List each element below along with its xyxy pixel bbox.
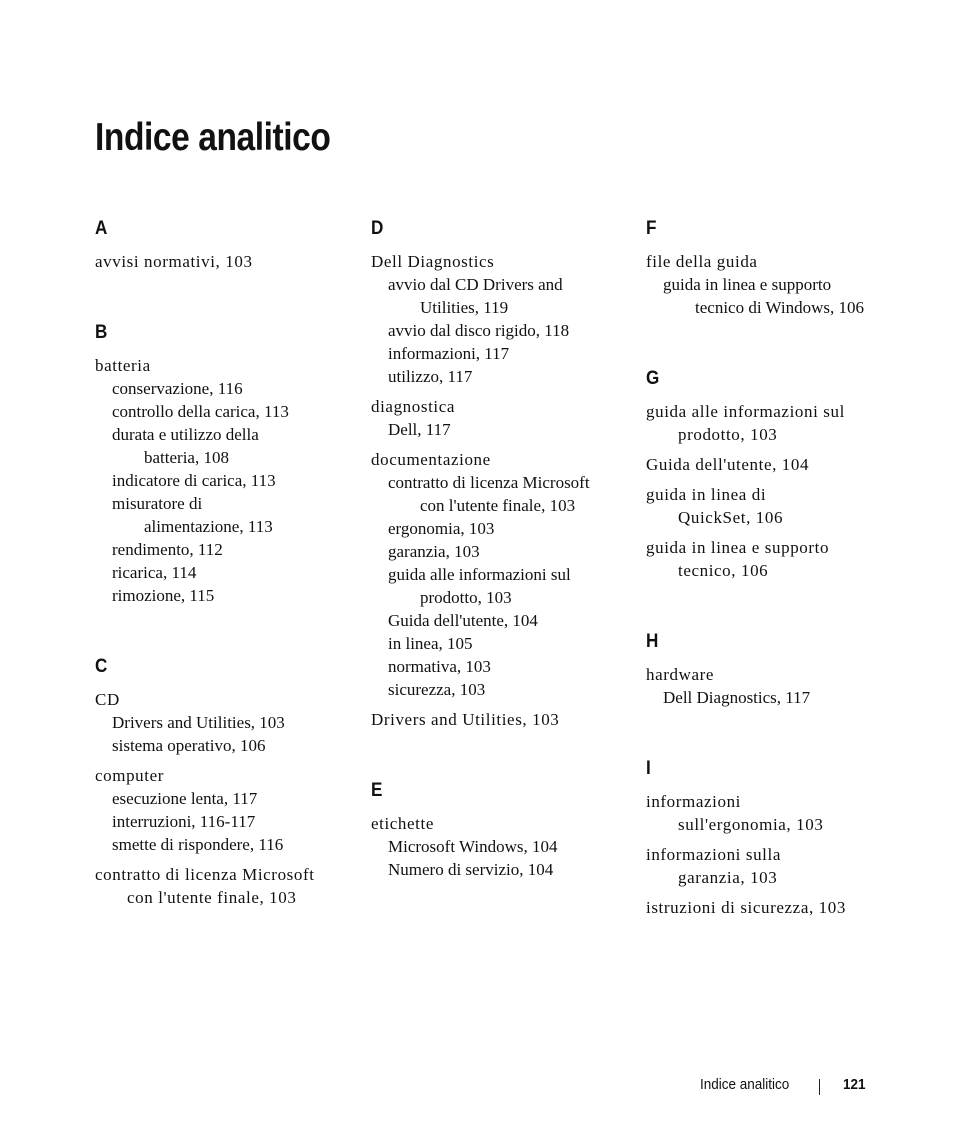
index-entry (646, 453, 916, 476)
index-subterm: Guida dell'utente, 104 (388, 611, 538, 630)
index-subterm: esecuzione lenta, 117 (112, 789, 258, 808)
index-section-e (371, 780, 641, 881)
index-subterm: controllo della carica, 113 (112, 402, 289, 421)
index-column-1 (95, 218, 365, 958)
index-entry (646, 483, 916, 529)
index-entry (646, 790, 916, 836)
index-term: informazioni sulla (646, 845, 781, 864)
index-entry (646, 250, 916, 319)
index-term: CD (95, 690, 120, 709)
index-subterm: informazioni, 117 (388, 344, 510, 363)
index-term-continuation: QuickSet, 106 (678, 508, 784, 527)
index-column-2 (371, 218, 641, 930)
index-subterm: garanzia, 103 (388, 542, 480, 561)
index-term: avvisi normativi, 103 (95, 252, 253, 271)
index-entry (95, 250, 365, 273)
index-term-continuation: tecnico, 106 (678, 561, 769, 580)
index-subterm: avvio dal disco rigido, 118 (388, 321, 570, 340)
index-entry-list (646, 663, 916, 709)
index-subterm: Dell, 117 (388, 420, 451, 439)
index-subterm: Drivers and Utilities, 103 (112, 713, 285, 732)
page-footer (0, 1076, 954, 1098)
index-term: file della guida (646, 252, 758, 271)
index-term: Dell Diagnostics (371, 252, 495, 271)
index-term: etichette (371, 814, 434, 833)
index-entry (646, 536, 916, 582)
index-term: Guida dell'utente, 104 (646, 455, 810, 474)
index-letter-heading: E (371, 780, 383, 801)
index-letter-heading: H (646, 631, 659, 652)
index-subterm: contratto di licenza Microsoft (388, 473, 590, 492)
index-entry (95, 354, 365, 607)
index-entry-list (646, 400, 916, 582)
index-term: hardware (646, 665, 715, 684)
index-entry (371, 812, 641, 881)
index-entry-list (95, 354, 365, 607)
page-title: Indice analitico (95, 116, 331, 159)
index-term-continuation: sull'ergonomia, 103 (678, 815, 824, 834)
index-term: diagnostica (371, 397, 456, 416)
index-subterm: Numero di servizio, 104 (388, 860, 554, 879)
index-subterm: sistema operativo, 106 (112, 736, 266, 755)
index-subterm: guida in linea e supporto (663, 275, 832, 294)
index-term: guida in linea di (646, 485, 767, 504)
index-subterm-continuation: prodotto, 103 (420, 588, 512, 607)
index-section-g (646, 368, 916, 582)
index-subterm: ricarica, 114 (112, 563, 197, 582)
index-subterm: interruzioni, 116-117 (112, 812, 256, 831)
footer-section-title: Indice analitico (700, 1076, 790, 1093)
index-subterm: ergonomia, 103 (388, 519, 495, 538)
index-subterm-continuation: con l'utente finale, 103 (420, 496, 576, 515)
index-section-i (646, 758, 916, 919)
index-subterm: utilizzo, 117 (388, 367, 473, 386)
index-term: contratto di licenza Microsoft (95, 865, 315, 884)
index-term-continuation: prodotto, 103 (678, 425, 778, 444)
index-subterm: Dell Diagnostics, 117 (663, 688, 811, 707)
index-term: documentazione (371, 450, 491, 469)
index-subterm: indicatore di carica, 113 (112, 471, 276, 490)
index-subterm: smette di rispondere, 116 (112, 835, 284, 854)
index-subterm-continuation: tecnico di Windows, 106 (695, 298, 864, 317)
index-subterm: guida alle informazioni sul (388, 565, 571, 584)
index-section-h (646, 631, 916, 709)
index-section-b (95, 322, 365, 607)
index-letter-heading: D (371, 218, 384, 239)
index-subterm-continuation: batteria, 108 (144, 448, 229, 467)
index-section-c (95, 656, 365, 909)
index-letter-heading: C (95, 656, 108, 677)
index-entry (646, 843, 916, 889)
index-entry-list (646, 250, 916, 319)
index-entry (95, 688, 365, 757)
index-subterm: conservazione, 116 (112, 379, 243, 398)
index-term-continuation: con l'utente finale, 103 (127, 888, 297, 907)
index-entry-list (371, 812, 641, 881)
index-term: guida in linea e supporto (646, 538, 830, 557)
index-section-d (371, 218, 641, 731)
index-term: batteria (95, 356, 151, 375)
index-subterm: rimozione, 115 (112, 586, 215, 605)
index-term: guida alle informazioni sul (646, 402, 845, 421)
index-entry-list (646, 790, 916, 919)
index-term: Drivers and Utilities, 103 (371, 710, 560, 729)
index-letter-heading: F (646, 218, 657, 239)
index-entry (646, 663, 916, 709)
index-column-3 (646, 218, 916, 968)
index-subterm-continuation: alimentazione, 113 (144, 517, 273, 536)
index-entry (371, 448, 641, 701)
index-entry-list (95, 250, 365, 273)
index-term: istruzioni di sicurezza, 103 (646, 898, 846, 917)
index-entry (95, 764, 365, 856)
index-subterm: Microsoft Windows, 104 (388, 837, 558, 856)
index-letter-heading: G (646, 368, 660, 389)
footer-divider (819, 1079, 820, 1095)
index-section-f (646, 218, 916, 319)
index-subterm-continuation: Utilities, 119 (420, 298, 509, 317)
index-letter-heading: B (95, 322, 108, 343)
index-entry-list (371, 250, 641, 731)
page-number: 121 (843, 1076, 866, 1093)
index-term: informazioni (646, 792, 742, 811)
index-entry (371, 708, 641, 731)
index-subterm: sicurezza, 103 (388, 680, 486, 699)
index-entry (646, 400, 916, 446)
index-subterm: misuratore di (112, 494, 203, 513)
index-section-a (95, 218, 365, 273)
index-term: computer (95, 766, 164, 785)
index-subterm: durata e utilizzo della (112, 425, 259, 444)
index-entry-list (95, 688, 365, 909)
index-entry (371, 395, 641, 441)
index-subterm: normativa, 103 (388, 657, 491, 676)
index-letter-heading: A (95, 218, 108, 239)
index-entry (371, 250, 641, 388)
index-term-continuation: garanzia, 103 (678, 868, 778, 887)
index-subterm: in linea, 105 (388, 634, 473, 653)
index-entry (646, 896, 916, 919)
index-entry (95, 863, 365, 909)
index-subterm: avvio dal CD Drivers and (388, 275, 563, 294)
index-subterm: rendimento, 112 (112, 540, 223, 559)
index-letter-heading: I (646, 758, 651, 779)
